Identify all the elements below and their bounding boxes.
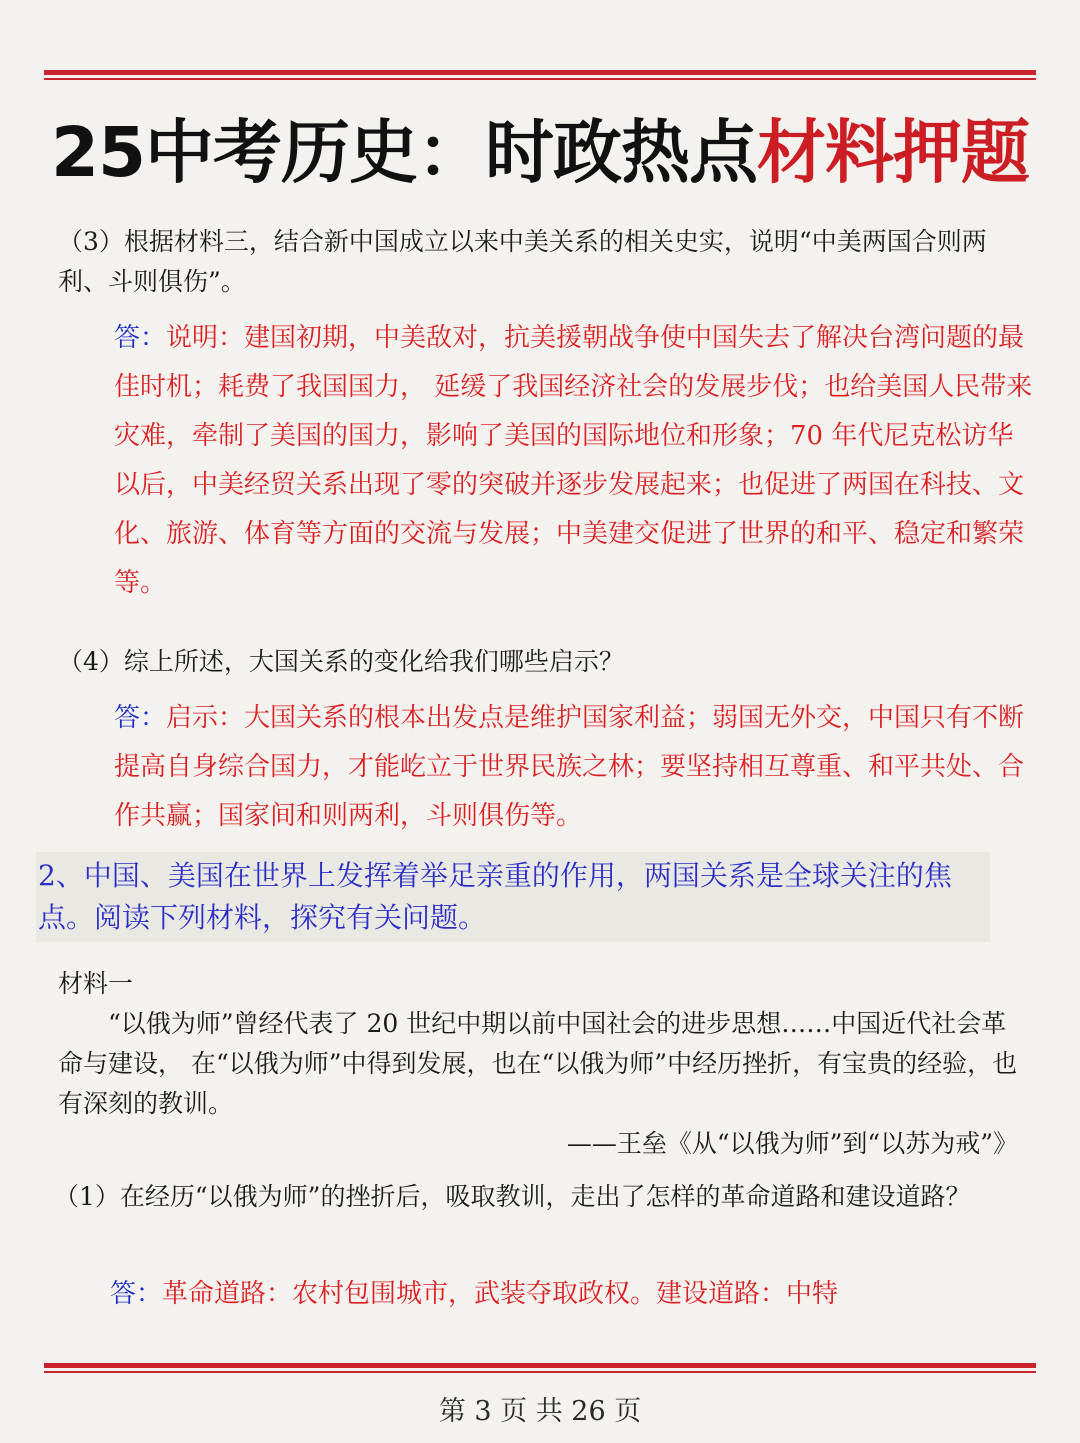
answer-1-label: 答： xyxy=(110,1279,163,1309)
page-number: 第 3 页 共 26 页 xyxy=(438,1396,642,1427)
page-title xyxy=(0,108,1080,198)
title-main: 25中考历史：时政热点 xyxy=(50,113,758,193)
answer-1 xyxy=(110,1270,1035,1319)
section-2-prompt: 2、中国、美国在世界上发挥着举足亲重的作用，两国关系是全球关注的焦点。阅读下列材料，探究有关问题。 xyxy=(36,852,990,942)
material-1-label: 材料一 xyxy=(58,969,134,998)
material-1 xyxy=(58,964,1022,1164)
question-4: （4）综上所述，大国关系的变化给我们哪些启示？ xyxy=(58,647,624,676)
answer-4-text: 启示：大国关系的根本出发点是维护国家利益；弱国无外交，中国只有不断提高自身综合国力，才能屹立于世界民族之林；要坚持相互尊重、和平共处、合作共赢；国家间和则两利，斗则俱伤等。 xyxy=(114,703,1025,831)
answer-3-label: 答： xyxy=(114,323,167,353)
title-highlight: 材料押题 xyxy=(757,113,1030,193)
material-1-source: ——王垒《从“以俄为师”到“以苏为戒”》 xyxy=(566,1129,1018,1158)
answer-1-text: 革命道路：农村包围城市，武装夺取政权。建设道路：中特 xyxy=(162,1279,839,1309)
question-1: （1）在经历“以俄为师”的挫折后，吸取教训，走出了怎样的革命道路和建设道路？ xyxy=(54,1182,971,1211)
answer-4 xyxy=(114,694,1039,841)
question-3: （3）根据材料三，结合新中国成立以来中美关系的相关史实，说明“中美两国合则两利、斗则俱伤”。 xyxy=(58,227,987,296)
answer-3-text: 说明：建国初期，中美敌对，抗美援朝战争使中国失去了解决台湾问题的最佳时机；耗费了我国国力， 延缓了我国经济社会的发展步伐；也给美国人民带来灾难，牵制了美国的国力，影响了美国的国际地位和形象；70 年代尼克松访华以后，中美经贸关系出现了零的突破并逐步发展起来；也促进了两国在科技、文化、旅游、体育等方面的交流与发展；中美建交促进了世界的和平、稳定和繁荣等。 xyxy=(114,323,1033,598)
bottom-rule xyxy=(44,1363,1036,1374)
answer-4-label: 答： xyxy=(114,703,167,733)
material-1-body: “以俄为师”曾经代表了 20 世纪中期以前中国社会的进步思想……中国近代社会革命与建设， 在“以俄为师”中得到发展，也在“以俄为师”中经历挫折，有宝贵的经验，也有深刻的教训。 xyxy=(58,1009,1018,1118)
answer-3 xyxy=(114,314,1039,608)
top-rule xyxy=(44,70,1036,81)
